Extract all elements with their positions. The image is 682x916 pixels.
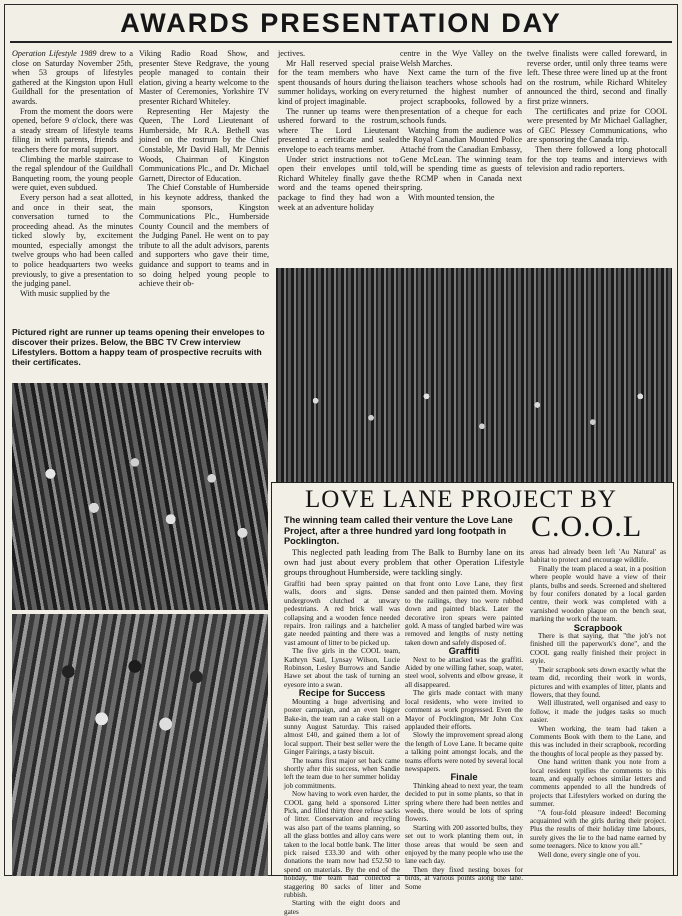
article-paragraph: Well illustrated, well organised and easy to follow, it made the judges tasks so much easier. — [530, 699, 666, 725]
article-paragraph: With music supplied by the — [20, 288, 110, 298]
article-paragraph: The five girls in the COOL team, Kathryn Saul, Lynsay Wilson, Lucie Robinson, Lesley Burrows and Sandie Hawe set about the task of turning an eyesore into a swan. — [284, 647, 400, 689]
team-certificates-photo — [12, 614, 268, 876]
love-lane-lead — [284, 548, 524, 577]
article-column-5 — [527, 49, 667, 174]
article-paragraph: When working, the team had taken a Comments Book with them to the Lane, and this was included in their scrapbook, recording the thoughts of local people as they passed by. — [530, 724, 666, 758]
headline-rule — [10, 41, 672, 43]
article-paragraph: With mounted tension, the — [408, 192, 495, 202]
page-headline: AWARDS PRESENTATION DAY — [120, 8, 562, 38]
article-paragraph: "A four-fold pleasure indeed! Becoming acquainted with the girls during their project. Plus the results of their holiday time labours, surely gives the lie to the bad name earned by some teenagers. Nice to know you all." — [530, 808, 666, 851]
article-column-1 — [12, 49, 133, 298]
article-paragraph: Mr Hall reserved special praise for the team members who have spent thousands of hours during the summer holidays, working on every kind of project imaginable. — [278, 58, 399, 106]
article-paragraph: Slowly the improvement spread along the length of Love Lane. It became quite a talking point amongst locals, and the teams efforts were noted by several local newspapers. — [405, 731, 523, 773]
article-paragraph: Well done, every single one of you. — [538, 850, 641, 859]
article-paragraph: Operation Lifestyle 1989 drew to a close on Saturday November 25th, when 53 groups of lifestyles gathered at the Kingston upon Hull Guildhall for the presentation of awards. — [12, 49, 133, 106]
article-paragraph: Viking Radio Road Show, and presenter Steve Redgrave, the young people managed to contain their elation, giving a hearty welcome to the Master of Ceremonies, Yorkshire TV presenter Richard Whiteley. — [139, 49, 269, 106]
article-paragraph: Then there followed a long photocall for the top teams and interviews with television and radio reporters. — [527, 144, 667, 174]
graffiti-subhead: Graffiti — [448, 645, 480, 657]
love-lane-column-3 — [530, 548, 666, 859]
article-paragraph: The teams first major set back came shortly after this success, when Sandie left the team due to her summer holiday job commitments. — [284, 756, 400, 790]
article-column-2 — [139, 49, 269, 289]
article-column-4 — [400, 49, 522, 203]
article-column-3 — [278, 49, 399, 212]
article-paragraph: Their scrapbook sets down exactly what the team did, recording their work in words, pictures and with examples of litter, plants and flowers, that they found. — [530, 665, 666, 699]
article-paragraph: Under strict instructions not to open their envelopes until told, Richard Whiteley finally gave the word and the teams opened their package to find they had won a week at an adventure holiday — [278, 154, 399, 212]
article-paragraph: Every person had a seat allotted, and once in their seat, the conversation turned to the proceeding ahead. As the minutes ticked slowly by, excitement mounted, especially amongst the twelve groups who had been called to police headquarters two weeks previously, to give a presentation to the judging panel. — [12, 192, 133, 289]
article-paragraph: Climbing the marble staircase to the regal splendour of the Guildhall Banqueting room, the young people were quiet, even subdued. — [12, 154, 133, 193]
article-paragraph: Thinking ahead to next year, the team decided to put in some plants, so that in spring where there had been nettles and weeds, there would be lots of spring flowers. — [405, 781, 523, 824]
article-paragraph: This neglected path leading from The Balk to Burnby lane on its own had just about every problem that other Operation Lifestyle groups throughout Humberside, were tackling singly. — [284, 548, 524, 577]
article-paragraph: Starting with 200 assorted bulbs, they set out to work planting them out, in those areas that would be seen and enjoyed by the many people who use the lane each day. — [405, 823, 523, 866]
article-paragraph: Graffiti had been spray painted on walls, doors and signs. Dense undergrowth clutched at unwary pedestrians. A red brick wall was collapsing and a wooden fence needed repairs. Iron railings and a hatchelier gate needed painting and there was a vast amount of litter to be picked up. — [284, 580, 400, 647]
article-paragraph: Mounting a huge advertising and poster campaign, and an even bigger Bake-in, the team ran a cake stall on a sunny August Saturday. This raised almost £40, and gained them a lot of local support. Their best seller were the Ginger Fairings, a tasty biscuit. — [284, 697, 400, 757]
article-paragraph: Representing Her Majesty the Queen, The Lord Lieutenant of Humberside, Mr R.A. Bethell was joined on the rostrum by the Chief Constable, Mr David Hall, Mr Dennis Woods, Chairman of Kingston Communications Plc., and Dr. Michael Garnett, Director of Education. — [139, 106, 269, 183]
lead-italic: Operation Lifestyle 1989 — [12, 49, 97, 58]
scrapbook-subhead: Scrapbook — [573, 621, 623, 633]
recipe-for-success-subhead: Recipe for Success — [298, 687, 386, 699]
finale-subhead: Finale — [450, 771, 478, 783]
bbc-crew-interview-photo — [12, 383, 268, 610]
article-paragraph: Next to be attacked was the graffiti. Aided by one willing father, soap, water, steel wool, solvents and elbow grease, it all disappeared. — [405, 655, 523, 689]
article-paragraph: areas had already been left 'Au Natural' as habitat to protect and encourage wildlife. — [530, 548, 666, 565]
love-lane-column-2 — [405, 580, 523, 891]
article-paragraph: Watching from the audience was the Royal Canadian Mounted Police Attaché from the Canadian Embassy, Gene McLean. The winning team will be spending time as guests of the RCMP when in Canada next spring. — [400, 125, 522, 193]
article-paragraph: Now having to work even harder, the COOL gang held a sponsored Litter Pick, and filled thirty three refuse sacks of litter. Conservation and recycling was also part of the teams planning, so all the glass bottles and alloy cans were taken to the local bottle bank. The litter pick raised £33.30 and with other donations the team now had £52.50 to spend on materials. By the end of the holiday, the team had collected a staggering 80 sacks of litter and rubbish. — [284, 790, 400, 900]
love-lane-intro: The winning team called their venture the Love Lane Project, after a three hundred yard long footpath in Pocklington. — [284, 515, 513, 547]
article-paragraph: The runner up teams were then ushered forward to the rostrum, where The Lord Lieutenant presented a certificate and sealed envelope to each teams member. — [278, 106, 399, 154]
article-paragraph: centre in the Wye Valley on the Welsh Marches. — [400, 49, 522, 68]
photo-caption: Pictured right are runner up teams opening their envelopes to discover their prizes. Below, the BBC TV Crew interview Lifestylers. Bottom a happy team of prospective recruits with their certificates. — [12, 327, 265, 367]
article-paragraph: The certificates and prize for COOL were presented by Mr Michael Gallagher, of GEC Plessey Communications, who are sponsoring the Canada trip. — [527, 106, 667, 145]
article-paragraph: Then they fixed nesting boxes for birds, at various points along the lane. Some — [405, 865, 523, 891]
article-paragraph: Starting with the eight doors and gates — [284, 899, 400, 916]
article-paragraph: From the moment the doors were opened, before 9 o'clock, there was a steady stream of lifestyle teams filing in with parents, friends and teachers there for moral support. — [12, 106, 133, 154]
article-paragraph: Finally the team placed a seat, in a position where people would have a view of their plants, bulbs and seeds. Screened and sheltered by four conifers donated by a local garden centre, their work was completed with a varnished wooden plaque on the bench seat, marking the work of the team. — [530, 564, 666, 624]
runner-up-teams-photo — [276, 268, 672, 482]
article-paragraph: that front onto Love Lane, they first sanded and then painted them. Moving to the railings, they too were rubbed down and painted black. Later the decorative iron spears were painted gold. A mass of tangled barbed wire was removed and lengths of rusty netting taken down and safely disposed of. — [405, 580, 523, 647]
love-lane-title: LOVE LANE PROJECT BY — [305, 486, 617, 513]
cool-title: C.O.O.L — [531, 510, 643, 543]
article-paragraph: One hand written thank you note from a local resident typifies the comments to this team, and equally echoes similar letters and comments appended to all the hundreds of projects that Lifestylers worked on during the summer. — [530, 758, 666, 809]
article-paragraph: twelve finalists were called foreward, in reverse order, until only three teams were left. These three were lined up at the front on the rostrum, while Richard Whiteley announced the third, second and finally first prize winners. — [527, 49, 667, 106]
love-lane-column-1 — [284, 580, 400, 916]
article-paragraph: The girls made contact with many local residents, who were invited to comment as work progressed. Even the Mayor of Pocklington, Mr John Cox applauded their efforts. — [405, 689, 523, 731]
article-paragraph: Next came the turn of the five liaison teachers whose schools had returned the highest number of project scrapbooks, followed by a presentation of a cheque for each schools funds. — [400, 68, 522, 126]
article-paragraph: The Chief Constable of Humberside in his keynote address, thanked the main sponsors, Kingston Communications Plc., Humberside County Council and the members of the Judging Panel. He went on to pay tribute to all the adult advisors, parents and supporters who gave their time, guidance and support to teams and in so doing helped young people to achieve their ob- — [139, 183, 269, 289]
article-paragraph: jectives. — [278, 49, 306, 58]
article-paragraph: There is that saying, that "the job's not finished till the paperwork's done", and the COOL gang really finished their project in style. — [530, 632, 666, 666]
